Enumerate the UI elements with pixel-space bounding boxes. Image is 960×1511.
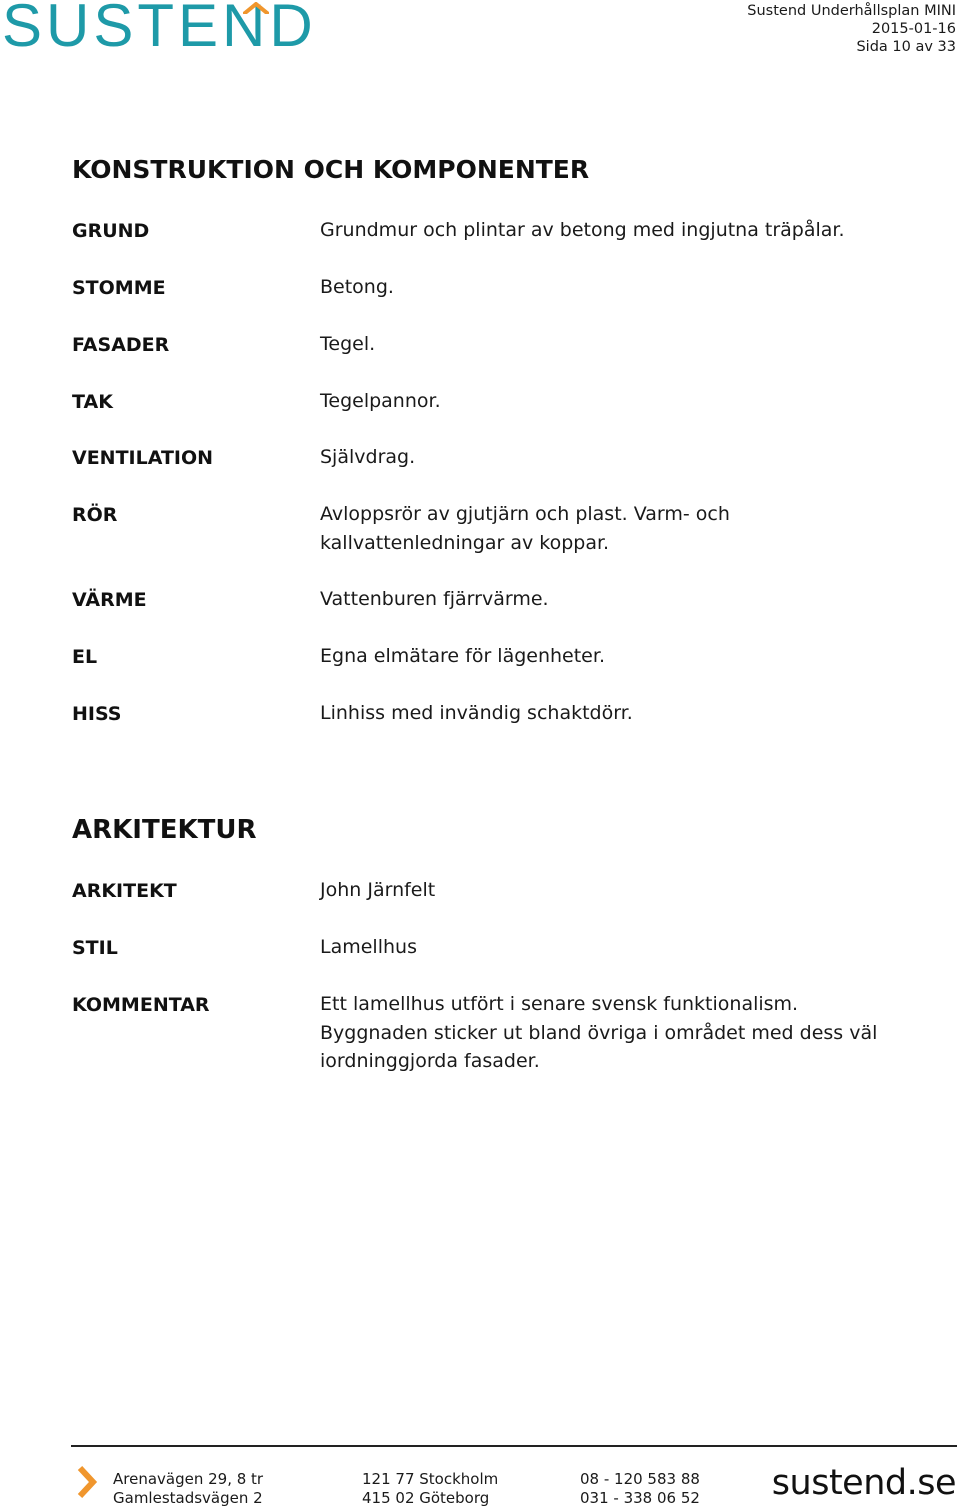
- footer-address: [113, 1470, 263, 1508]
- footer-phone-line: 08 - 120 583 88: [580, 1470, 700, 1488]
- row-value: Egna elmätare för lägenheter.: [320, 645, 605, 667]
- logo-chevron-icon: [243, 2, 269, 14]
- row-label: VENTILATION: [72, 447, 214, 469]
- document-date: 2015-01-16: [871, 21, 956, 37]
- document-meta: [747, 2, 956, 56]
- row-label: FASADER: [72, 334, 170, 356]
- row-label: ARKITEKT: [72, 880, 177, 902]
- page-number: Sida 10 av 33: [856, 39, 956, 55]
- row-value: Ett lamellhus utfört i senare svensk funktionalism. Byggnaden sticker ut bland övriga i området med dess väl iordninggjorda fasader.: [320, 993, 878, 1072]
- footer-address-line: Arenavägen 29, 8 tr: [113, 1470, 264, 1488]
- document-title: Sustend Underhållsplan MINI: [747, 3, 956, 19]
- footer-city-line: 415 02 Göteborg: [362, 1489, 490, 1507]
- row-label: VÄRME: [72, 589, 147, 611]
- section-title-konstruktion: KONSTRUKTION OCH KOMPONENTER: [72, 155, 590, 184]
- sustend-logo: [0, 0, 317, 60]
- row-label: TAK: [72, 391, 113, 413]
- footer-divider: [71, 1445, 957, 1447]
- footer-city-line: 121 77 Stockholm: [362, 1470, 499, 1488]
- row-value: Avloppsrör av gjutjärn och plast. Varm- och kallvattenledningar av koppar.: [320, 503, 730, 554]
- row-value: Självdrag.: [320, 446, 416, 468]
- footer-website: sustend.se: [771, 1463, 956, 1503]
- row-value: Betong.: [320, 276, 394, 298]
- row-label: EL: [72, 646, 98, 668]
- logo-text: SUSTEND: [2, 0, 317, 59]
- row-value: John Järnfelt: [320, 879, 436, 901]
- orange-chevron-icon: [76, 1465, 98, 1499]
- footer-phone-line: 031 - 338 06 52: [580, 1489, 700, 1507]
- row-value: Vattenburen fjärrvärme.: [320, 588, 549, 610]
- row-value: Grundmur och plintar av betong med ingjutna träpålar.: [320, 219, 845, 241]
- footer-phone: [580, 1470, 700, 1508]
- row-label: HISS: [72, 703, 122, 725]
- section-title-arkitektur: ARKITEKTUR: [72, 815, 257, 845]
- footer-city: [362, 1470, 498, 1508]
- row-label: STOMME: [72, 277, 166, 299]
- footer-address-line: Gamlestadsvägen 2: [113, 1489, 263, 1507]
- row-value: Lamellhus: [320, 936, 417, 958]
- row-label: STIL: [72, 937, 118, 959]
- row-value: Linhiss med invändig schaktdörr.: [320, 702, 633, 724]
- row-value: Tegelpannor.: [320, 390, 441, 412]
- row-label: RÖR: [72, 504, 118, 526]
- row-label: KOMMENTAR: [72, 994, 210, 1016]
- row-label: GRUND: [72, 220, 150, 242]
- row-value: Tegel.: [320, 333, 376, 355]
